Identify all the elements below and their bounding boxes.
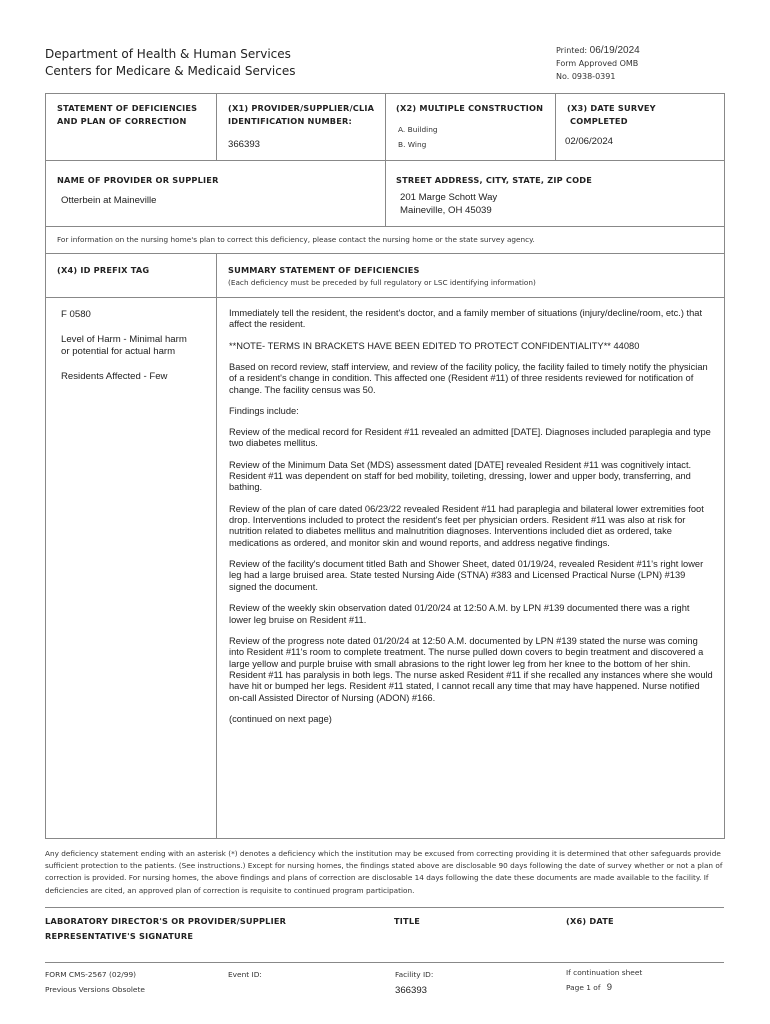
finding-paragraph: **NOTE- TERMS IN BRACKETS HAVE BEEN EDITED TO PROTECT CONFIDENTIALITY** 44080 xyxy=(229,340,640,351)
rule xyxy=(724,93,725,839)
rule xyxy=(45,297,724,298)
finding-paragraph: Review of the progress note dated 01/20/24 at 12:50 A.M. documented by LPN #139 stated the nurse was coming into Resident #11's room to complete treatment. The nurse pulled down covers to begin treatment and discovered a large yellow and purple bruise with small abrasions to the right lower leg from her knee to the bottom of her shin. Resident #11 has paralysis in both legs. The nurse asked Resident #11 if she recalled any instances where she would have hit or bumped her legs. Resident #11 stated, I cannot recall any time that may have happened. Nurse notified on-call Assisted Director of Nursing (ADON) #166. xyxy=(229,635,713,703)
finding-paragraph: Review of the Minimum Data Set (MDS) assessment dated [DATE] revealed Resident #11 was cognitively intact. Resident #11 was dependent on staff for bed mobility, toileting, dressing, lower and upper body, transferring, and bathing. xyxy=(229,459,692,493)
statement-label: STATEMENT OF DEFICIENCIES AND PLAN OF CORRECTION xyxy=(57,103,198,126)
provider-name-value: Otterbein at Maineville xyxy=(61,195,157,206)
x4-label: (X4) ID PREFIX TAG xyxy=(57,265,150,275)
info-note: For information on the nursing home's plan to correct this deficiency, please contact the nursing home or the state survey agency. xyxy=(57,235,535,244)
page-label: Page 1 of xyxy=(566,983,601,992)
rule xyxy=(45,226,724,227)
rule xyxy=(45,907,724,908)
title-label: TITLE xyxy=(394,916,421,926)
form-id: FORM CMS-2567 (02/99) xyxy=(45,970,137,979)
rule xyxy=(45,962,724,963)
rule xyxy=(216,93,217,160)
rule xyxy=(216,253,217,839)
finding-paragraph: Review of the plan of care dated 06/23/22 revealed Resident #11 had paraplegia and bilateral lower extremities foot drop. Interventions included to protect the resident's feet per physician orders. Resident #11 was also at risk for nutrition related to diabetes mellitus and malnutrition diagnoses. Interventions included diet as ordered, take medications as ordered, and monitor skin and wound reports, and address negative findings. xyxy=(229,503,704,548)
omb-number: No. 0938-0391 xyxy=(556,72,616,81)
finding-paragraph: Review of the medical record for Resident #11 revealed an admitted [DATE]. Diagnoses included paraplegia and type two diabetes mellitus. xyxy=(229,427,711,449)
signature-label: LABORATORY DIRECTOR'S OR PROVIDER/SUPPLIER REPRESENTATIVE'S SIGNATURE xyxy=(45,916,287,941)
level-of-harm: Level of Harm - Minimal harm or potential for actual harm xyxy=(61,334,187,358)
survey-date-value: 02/06/2024 xyxy=(565,136,614,147)
centers-title: Centers for Medicare & Medicaid Services xyxy=(45,64,296,78)
obsolete-note: Previous Versions Obsolete xyxy=(45,985,145,994)
findings-column xyxy=(229,308,714,735)
rule xyxy=(45,838,724,839)
date-label: (X6) DATE xyxy=(566,916,614,926)
printed-line xyxy=(556,45,640,56)
event-id-label: Event ID: xyxy=(228,970,262,979)
finding-paragraph: Review of the facility's document titled Bath and Shower Sheet, dated 01/19/24, revealed Resident #11's right lower leg had a large bruised area. State tested Nursing Aide (STNA) #383 and Licensed Practical Nurse (LPN) #139 signed the document. xyxy=(229,559,704,592)
address-label: STREET ADDRESS, CITY, STATE, ZIP CODE xyxy=(396,175,593,185)
summary-sublabel: (Each deficiency must be preceded by full regulatory or LSC identifying information) xyxy=(228,278,536,287)
finding-paragraph: Review of the weekly skin observation dated 01/20/24 at 12:50 A.M. by LPN #139 documented there was a right lower leg bruise on Resident #11. xyxy=(229,603,690,625)
residents-affected: Residents Affected - Few xyxy=(61,371,168,382)
disclaimer-text: Any deficiency statement ending with an asterisk (*) denotes a deficiency which the institution may be excused from correcting providing it is determined that other safeguards provide sufficient protection to the patients. (See instructions.) Except for nursing homes, the findings stated above are disclosable 90 days following the date of survey whether or not a plan of correction is provided. For nursing homes, the above findings and plans of correction are disclosable 14 days following the date these documents are made available to the facility. If deficiencies are cited, an approved plan of correction is requisite to continued program participation. xyxy=(45,849,723,895)
provider-id-value: 366393 xyxy=(228,139,261,150)
page-indicator xyxy=(566,982,612,993)
x2-building: A. Building xyxy=(398,125,438,134)
address-line-2: Maineville, OH 45039 xyxy=(400,205,492,216)
rule xyxy=(45,93,46,839)
rule xyxy=(385,93,386,226)
finding-paragraph: Based on record review, staff interview, and review of the facility policy, the facility failed to timely notify the physician of a resident's change in condition. This affected one (Resident #11) of three residents reviewed for notification of change. The facility census was 50. xyxy=(229,361,708,395)
x3-label: (X3) DATE SURVEY COMPLETED xyxy=(567,103,656,126)
continuation-note: If continuation sheet xyxy=(566,968,643,977)
rule xyxy=(45,253,724,254)
finding-paragraph: Immediately tell the resident, the resident's doctor, and a family member of situations (injury/decline/room, etc.) that affect the resident. xyxy=(229,308,703,330)
facility-id-label: Facility ID: xyxy=(395,970,434,979)
continued-note: (continued on next page) xyxy=(229,713,332,724)
rule xyxy=(555,93,556,160)
summary-label: SUMMARY STATEMENT OF DEFICIENCIES xyxy=(228,265,420,275)
printed-date: 06/19/2024 xyxy=(589,45,640,56)
tag-id: F 0580 xyxy=(61,309,91,320)
facility-id-value: 366393 xyxy=(395,985,428,996)
x2-wing: B. Wing xyxy=(398,140,427,149)
form-approved: Form Approved OMB xyxy=(556,59,639,68)
page-total: 9 xyxy=(606,982,613,993)
finding-paragraph: Findings include: xyxy=(229,405,299,416)
provider-name-label: NAME OF PROVIDER OR SUPPLIER xyxy=(57,175,219,185)
address-line-1: 201 Marge Schott Way xyxy=(400,192,498,203)
x2-label: (X2) MULTIPLE CONSTRUCTION xyxy=(396,103,544,113)
printed-label: Printed: xyxy=(556,46,588,55)
department-title: Department of Health & Human Services xyxy=(45,47,291,61)
x1-label: (X1) PROVIDER/SUPPLIER/CLIA IDENTIFICATION NUMBER: xyxy=(228,103,375,126)
